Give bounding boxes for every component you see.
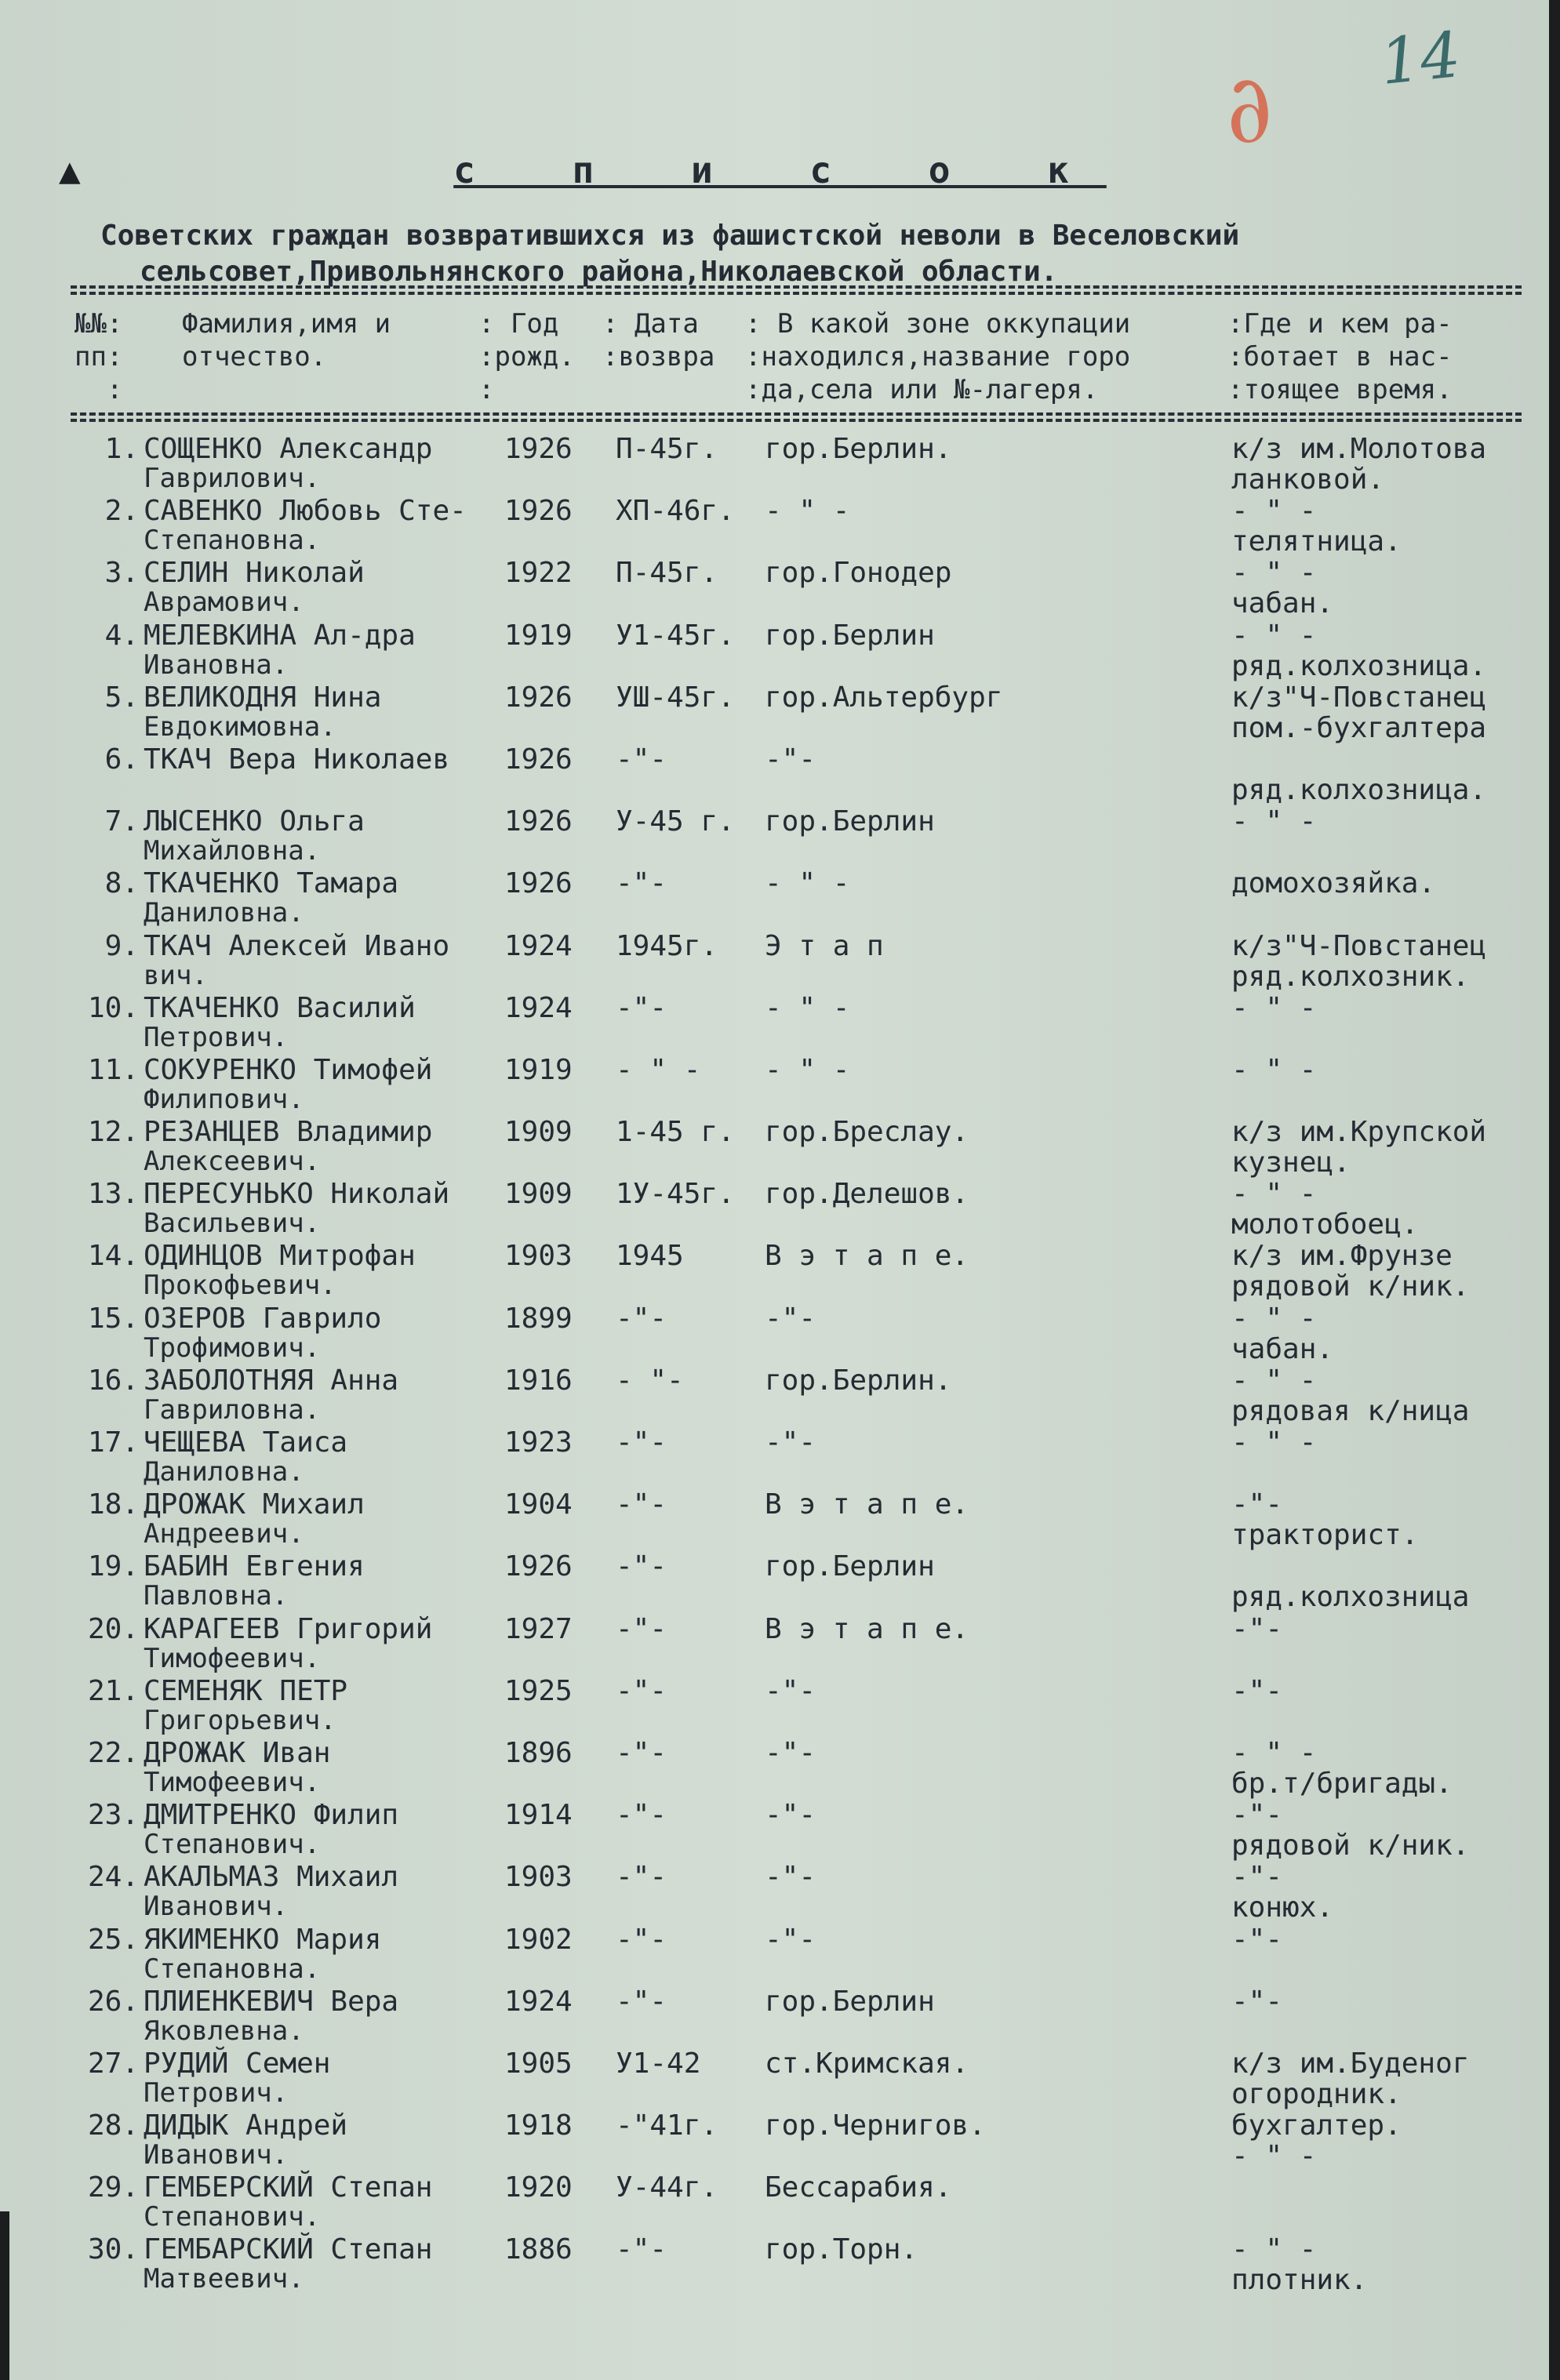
header-rule-top-2 xyxy=(71,292,1522,295)
row-return-date: -"- xyxy=(616,1302,667,1335)
row-occupation-place: гор.Берлин xyxy=(765,619,935,652)
citizens-list xyxy=(75,433,1549,2296)
row-name: ЯКИМЕНКО Мария xyxy=(144,1923,382,1956)
row-patronymic: Михайловна. xyxy=(144,835,321,867)
row-birth-year: 1899 xyxy=(504,1302,573,1335)
row-number: 2. xyxy=(104,495,139,528)
list-row xyxy=(75,1116,1549,1178)
row-patronymic: Иванович. xyxy=(144,1891,289,1923)
row-name: ТКАЧЕНКО Василий xyxy=(144,991,416,1024)
row-occupation-place: -"- xyxy=(765,743,816,776)
list-row xyxy=(75,992,1549,1054)
row-occupation-place: -"- xyxy=(765,1736,816,1769)
row-return-date: У1-45г. xyxy=(616,619,735,652)
row-number: 25. xyxy=(87,1923,139,1956)
row-name: ДРОЖАК Михаил xyxy=(144,1488,365,1521)
row-occupation-place: - " - xyxy=(765,991,850,1024)
row-birth-year: 1922 xyxy=(504,557,573,590)
list-row xyxy=(75,1364,1549,1426)
row-return-date: -"- xyxy=(616,1985,667,2018)
list-row xyxy=(75,1613,1549,1675)
row-work: -"- xyxy=(1231,1674,1283,1707)
row-birth-year: 1920 xyxy=(504,2171,573,2204)
row-work: -"- xyxy=(1231,1985,1283,2018)
row-patronymic: Трофимович. xyxy=(144,1332,321,1364)
row-work-detail: ряд.колхозница xyxy=(1231,1581,1470,1614)
row-return-date: -"- xyxy=(616,1736,667,1769)
row-birth-year: 1903 xyxy=(504,1861,573,1894)
row-work-detail: тракторист. xyxy=(1231,1519,1419,1552)
row-patronymic: Васильевич. xyxy=(144,1208,321,1240)
row-name: СОЩЕНКО Александр xyxy=(144,433,433,465)
list-row xyxy=(75,2048,1549,2109)
row-occupation-place: -"- xyxy=(765,1799,816,1832)
row-work-detail: бр.т/бригады. xyxy=(1231,1767,1453,1800)
row-return-date: ХП-46г. xyxy=(616,495,735,528)
row-patronymic: Степановна. xyxy=(144,525,321,557)
row-work: домохозяйка. xyxy=(1231,867,1436,900)
list-row xyxy=(75,1240,1549,1302)
row-birth-year: 1902 xyxy=(504,1923,573,1956)
row-birth-year: 1925 xyxy=(504,1674,573,1707)
red-pencil-mark: ∂ xyxy=(1213,51,1283,168)
list-row xyxy=(75,433,1549,495)
row-work: - " - xyxy=(1231,2233,1317,2266)
list-row xyxy=(75,1426,1549,1488)
row-name: ЧЕЩЕВА Таиса xyxy=(144,1426,348,1459)
row-return-date: -"- xyxy=(616,1674,667,1707)
row-name: БАБИН Евгения xyxy=(144,1550,365,1583)
list-row xyxy=(75,743,1549,805)
row-number: 7. xyxy=(104,805,139,838)
row-occupation-place: гор.Альтербург xyxy=(765,681,1003,714)
row-patronymic: Ивановна. xyxy=(144,649,289,681)
row-birth-year: 1926 xyxy=(504,433,573,465)
row-patronymic: Даниловна. xyxy=(144,1456,304,1488)
row-occupation-place: -"- xyxy=(765,1426,816,1459)
row-patronymic: Яковлевна. xyxy=(144,2015,304,2047)
row-work: - " - xyxy=(1231,1053,1317,1086)
row-occupation-place: гор.Торн. xyxy=(765,2233,918,2266)
row-birth-year: 1914 xyxy=(504,1799,573,1832)
row-return-date: 1945 xyxy=(616,1240,684,1273)
row-birth-year: 1927 xyxy=(504,1612,573,1645)
row-occupation-place: В э т а п е. xyxy=(765,1240,969,1273)
row-work: к/з"Ч-Повстанец xyxy=(1231,681,1487,714)
row-name: САВЕНКО Любовь Сте- xyxy=(144,495,467,528)
row-return-date: -"- xyxy=(616,1612,667,1645)
row-name: СОКУРЕНКО Тимофей xyxy=(144,1053,433,1086)
row-work: - " - xyxy=(1231,1302,1317,1335)
row-number: 27. xyxy=(87,2047,139,2080)
row-number: 6. xyxy=(104,743,139,776)
row-name: ТКАЧ Алексей Ивано xyxy=(144,929,450,962)
row-work-detail: пом.-бухгалтера xyxy=(1231,711,1487,744)
row-occupation-place: -"- xyxy=(765,1302,816,1335)
row-work: -"- xyxy=(1231,1612,1283,1645)
row-work-detail: - " - xyxy=(1231,2140,1317,2173)
row-name: СЕМЕНЯК ПЕТР xyxy=(144,1674,348,1707)
row-number: 20. xyxy=(87,1612,139,1645)
row-occupation-place: - " - xyxy=(765,495,850,528)
row-birth-year: 1919 xyxy=(504,1053,573,1086)
row-work-detail: рядовой к/ник. xyxy=(1231,1270,1470,1303)
row-patronymic: Тимофеевич. xyxy=(144,1766,321,1798)
row-occupation-place: гор.Берлин xyxy=(765,805,935,838)
row-work-detail: кузнец. xyxy=(1231,1146,1351,1179)
row-occupation-place: Э т а п xyxy=(765,929,884,962)
row-birth-year: 1926 xyxy=(504,805,573,838)
list-row xyxy=(75,2233,1549,2295)
row-number: 24. xyxy=(87,1861,139,1894)
row-return-date: -"- xyxy=(616,2233,667,2266)
row-name: ПЕРЕСУНЬКО Николай xyxy=(144,1178,450,1211)
row-birth-year: 1896 xyxy=(504,1736,573,1769)
list-row xyxy=(75,557,1549,619)
row-work-detail: рядовая к/ница xyxy=(1231,1394,1470,1427)
row-patronymic: Андреевич. xyxy=(144,1518,304,1550)
row-work: -"- xyxy=(1231,1861,1283,1894)
row-birth-year: 1918 xyxy=(504,2109,573,2142)
row-birth-year: 1926 xyxy=(504,681,573,714)
header-place: : В какой зоне оккупации :находился,название горо :да,села или №-лагеря. xyxy=(745,308,1131,405)
row-return-date: -"- xyxy=(616,867,667,900)
row-occupation-place: Бессарабия. xyxy=(765,2171,952,2204)
row-number: 30. xyxy=(87,2233,139,2266)
list-row xyxy=(75,681,1549,743)
row-number: 16. xyxy=(87,1364,139,1397)
row-return-date: УШ-45г. xyxy=(616,681,735,714)
row-occupation-place: гор.Чернигов. xyxy=(765,2109,986,2142)
row-work: - " - xyxy=(1231,1426,1317,1459)
row-birth-year: 1905 xyxy=(504,2047,573,2080)
row-name: ТКАЧ Вера Николаев xyxy=(144,743,450,776)
row-name: ДИДЫК Андрей xyxy=(144,2109,348,2142)
row-work: -"- xyxy=(1231,1923,1283,1956)
row-return-date: 1945г. xyxy=(616,929,718,962)
row-return-date: -"- xyxy=(616,1923,667,1956)
row-number: 12. xyxy=(87,1116,139,1149)
row-number: 15. xyxy=(87,1302,139,1335)
row-work: - " - xyxy=(1231,619,1317,652)
row-birth-year: 1924 xyxy=(504,991,573,1024)
row-name: РУДИЙ Семен xyxy=(144,2047,331,2080)
row-return-date: 1-45 г. xyxy=(616,1116,735,1149)
row-occupation-place: - " - xyxy=(765,1053,850,1086)
row-patronymic: Прокофьевич. xyxy=(144,1270,336,1302)
row-work-detail: огородник. xyxy=(1231,2077,1402,2110)
row-number: 13. xyxy=(87,1178,139,1211)
row-occupation-place: гор.Берлин. xyxy=(765,433,952,465)
row-number: 23. xyxy=(87,1799,139,1832)
list-row xyxy=(75,867,1549,929)
row-work: - " - xyxy=(1231,805,1317,838)
row-name: ПЛИЕНКЕВИЧ Вера xyxy=(144,1985,399,2018)
row-occupation-place: гор.Берлин xyxy=(765,1550,935,1583)
row-birth-year: 1909 xyxy=(504,1116,573,1149)
list-row xyxy=(75,930,1549,992)
subtitle-line-1: Советских граждан возвратившихся из фашистской неволи в Веселовский xyxy=(100,220,1240,252)
row-occupation-place: -"- xyxy=(765,1861,816,1894)
header-num: №№: пп: : xyxy=(75,308,123,405)
row-occupation-place: гор.Делешов. xyxy=(765,1178,969,1211)
list-row xyxy=(75,1550,1549,1612)
row-work: к/з им.Буденог xyxy=(1231,2047,1470,2080)
row-work: - " - xyxy=(1231,1364,1317,1397)
list-row xyxy=(75,1054,1549,1116)
row-work-detail: ряд.колхозница. xyxy=(1231,773,1487,806)
row-patronymic: Алексеевич. xyxy=(144,1146,321,1178)
row-occupation-place: гор.Берлин. xyxy=(765,1364,952,1397)
list-row xyxy=(75,805,1549,867)
row-work-detail: молотобоец. xyxy=(1231,1208,1419,1241)
row-return-date: - "- xyxy=(616,1364,684,1397)
row-return-date: -"- xyxy=(616,991,667,1024)
row-return-date: -"- xyxy=(616,1861,667,1894)
list-row xyxy=(75,1861,1549,1923)
row-patronymic: Евдокимовна. xyxy=(144,710,336,743)
row-return-date: -"- xyxy=(616,743,667,776)
row-name: ОДИНЦОВ Митрофан xyxy=(144,1240,416,1273)
row-patronymic: Иванович. xyxy=(144,2139,289,2171)
row-work: - " - xyxy=(1231,991,1317,1024)
list-row xyxy=(75,1675,1549,1737)
row-number: 21. xyxy=(87,1674,139,1707)
row-occupation-place: -"- xyxy=(765,1674,816,1707)
row-patronymic: Петрович. xyxy=(144,1021,289,1053)
row-name: МЕЛЕВКИНА Ал-дра xyxy=(144,619,416,652)
row-number: 17. xyxy=(87,1426,139,1459)
row-occupation-place: В э т а п е. xyxy=(765,1612,969,1645)
row-number: 18. xyxy=(87,1488,139,1521)
row-work-detail: конюх. xyxy=(1231,1891,1334,1924)
row-number: 28. xyxy=(87,2109,139,2142)
row-work-detail: рядовой к/ник. xyxy=(1231,1830,1470,1862)
row-birth-year: 1926 xyxy=(504,1550,573,1583)
row-work: к/з"Ч-Повстанец xyxy=(1231,929,1487,962)
row-birth-year: 1919 xyxy=(504,619,573,652)
row-work: - " - xyxy=(1231,495,1317,528)
row-name: ГЕМБАРСКИЙ Степан xyxy=(144,2233,433,2266)
header-rule-top xyxy=(71,285,1522,289)
row-work: к/з им.Крупской xyxy=(1231,1116,1487,1149)
list-row xyxy=(75,1178,1549,1240)
row-work-detail: ланковой. xyxy=(1231,463,1385,496)
header-year: : Год :рожд. : xyxy=(478,308,575,405)
row-patronymic: Аврамович. xyxy=(144,587,304,619)
row-occupation-place: гор.Гонодер xyxy=(765,557,952,590)
row-name: РЕЗАНЦЕВ Владимир xyxy=(144,1116,433,1149)
header-work: :Где и кем ра- :ботает в нас- :тоящее время. xyxy=(1227,308,1453,405)
row-work-detail: ряд.колхозница. xyxy=(1231,649,1487,682)
row-return-date: У-44г. xyxy=(616,2171,718,2204)
row-patronymic: Гавриловна. xyxy=(144,1393,321,1426)
row-number: 26. xyxy=(87,1985,139,2018)
row-work: - " - xyxy=(1231,557,1317,590)
list-row xyxy=(75,495,1549,557)
margin-mark-icon: ▲ xyxy=(59,149,81,191)
list-row xyxy=(75,1488,1549,1550)
row-birth-year: 1916 xyxy=(504,1364,573,1397)
row-patronymic: Филипович. xyxy=(144,1083,304,1115)
row-name: ДМИТРЕНКО Филип xyxy=(144,1799,399,1832)
row-work-detail: телятница. xyxy=(1231,525,1402,558)
row-number: 8. xyxy=(104,867,139,900)
list-row xyxy=(75,2171,1549,2233)
row-birth-year: 1903 xyxy=(504,1240,573,1273)
row-name: ОЗЕРОВ Гаврило xyxy=(144,1302,382,1335)
row-number: 11. xyxy=(87,1053,139,1086)
row-number: 4. xyxy=(104,619,139,652)
row-number: 10. xyxy=(87,991,139,1024)
list-row xyxy=(75,620,1549,681)
list-row xyxy=(75,1737,1549,1799)
row-return-date: -"- xyxy=(616,1488,667,1521)
row-work: к/з им.Фрунзе xyxy=(1231,1240,1453,1273)
list-row xyxy=(75,1924,1549,1986)
row-return-date: -"- xyxy=(616,1550,667,1583)
row-return-date: 1У-45г. xyxy=(616,1178,735,1211)
list-row xyxy=(75,2109,1549,2171)
row-work-detail: плотник. xyxy=(1231,2264,1368,2297)
row-occupation-place: -"- xyxy=(765,1923,816,1956)
row-return-date: П-45г. xyxy=(616,557,718,590)
row-birth-year: 1909 xyxy=(504,1178,573,1211)
row-return-date: -"- xyxy=(616,1799,667,1832)
page-number: 14 xyxy=(1376,17,1464,100)
row-work: - " - xyxy=(1231,1178,1317,1211)
row-return-date: -"- xyxy=(616,1426,667,1459)
row-number: 9. xyxy=(104,929,139,962)
row-return-date: - " - xyxy=(616,1053,701,1086)
header-rule-bottom-2 xyxy=(71,419,1522,422)
row-name: СЕЛИН Николай xyxy=(144,557,365,590)
row-name: АКАЛЬМАЗ Михаил xyxy=(144,1861,399,1894)
row-patronymic: Петрович. xyxy=(144,2077,289,2109)
row-name: ГЕМБЕРСКИЙ Степан xyxy=(144,2171,433,2204)
row-number: 19. xyxy=(87,1550,139,1583)
row-return-date: У1-42 xyxy=(616,2047,701,2080)
list-row xyxy=(75,1986,1549,2048)
row-patronymic: Павловна. xyxy=(144,1580,289,1612)
document-title: с п и с о к xyxy=(453,149,1107,191)
row-work: к/з им.Молотова xyxy=(1231,433,1487,465)
scan-edge-left xyxy=(0,2211,9,2380)
row-number: 14. xyxy=(87,1240,139,1273)
row-number: 22. xyxy=(87,1736,139,1769)
row-number: 5. xyxy=(104,681,139,714)
row-name: ТКАЧЕНКО Тамара xyxy=(144,867,399,900)
row-return-date: -"41г. xyxy=(616,2109,718,2142)
row-work-detail: ряд.колхозник. xyxy=(1231,960,1470,993)
row-birth-year: 1886 xyxy=(504,2233,573,2266)
row-return-date: П-45г. xyxy=(616,433,718,465)
row-patronymic: Григорьевич. xyxy=(144,1704,336,1736)
row-patronymic: Тимофеевич. xyxy=(144,1642,321,1674)
row-work-detail: чабан. xyxy=(1231,1332,1334,1365)
row-name: ВЕЛИКОДНЯ Нина xyxy=(144,681,382,714)
list-row xyxy=(75,1799,1549,1861)
row-birth-year: 1926 xyxy=(504,495,573,528)
row-patronymic: Даниловна. xyxy=(144,897,304,929)
row-patronymic: Гаврилович. xyxy=(144,463,321,494)
header-rule-bottom xyxy=(71,412,1522,416)
row-occupation-place: В э т а п е. xyxy=(765,1488,969,1521)
row-name: ДРОЖАК Иван xyxy=(144,1736,331,1769)
row-patronymic: вич. xyxy=(144,959,208,991)
scan-edge-right xyxy=(1549,0,1560,2380)
list-row xyxy=(75,1303,1549,1364)
row-work: -"- xyxy=(1231,1488,1283,1521)
row-work-detail: чабан. xyxy=(1231,587,1334,620)
row-number: 3. xyxy=(104,557,139,590)
row-birth-year: 1904 xyxy=(504,1488,573,1521)
document-subtitle xyxy=(100,218,1481,290)
row-birth-year: 1924 xyxy=(504,1985,573,2018)
row-occupation-place: гор.Бреслау. xyxy=(765,1116,969,1149)
row-occupation-place: - " - xyxy=(765,867,850,900)
row-work: - " - xyxy=(1231,1736,1317,1769)
subtitle-line-2: сельсовет,Привольнянского района,Николаевской области. xyxy=(140,256,1058,288)
header-date: : Дата :возвра xyxy=(602,308,715,372)
row-number: 1. xyxy=(104,433,139,465)
row-name: ЗАБОЛОТНЯЯ Анна xyxy=(144,1364,399,1397)
row-return-date: У-45 г. xyxy=(616,805,735,838)
row-birth-year: 1924 xyxy=(504,929,573,962)
row-work: бухгалтер. xyxy=(1231,2109,1402,2142)
row-occupation-place: ст.Кримская. xyxy=(765,2047,969,2080)
row-patronymic: Матвеевич. xyxy=(144,2263,304,2295)
row-birth-year: 1923 xyxy=(504,1426,573,1459)
header-name: Фамилия,имя и отчество. xyxy=(182,308,391,372)
row-birth-year: 1926 xyxy=(504,867,573,900)
row-name: ЛЫСЕНКО Ольга xyxy=(144,805,365,838)
row-birth-year: 1926 xyxy=(504,743,573,776)
row-occupation-place: гор.Берлин xyxy=(765,1985,935,2018)
row-patronymic: Степанович. xyxy=(144,1829,321,1861)
row-work: -"- xyxy=(1231,1799,1283,1832)
row-number: 29. xyxy=(87,2171,139,2204)
row-patronymic: Степановна. xyxy=(144,1953,321,1985)
row-patronymic: Степанович. xyxy=(144,2201,321,2233)
row-name: КАРАГЕЕВ Григорий xyxy=(144,1612,433,1645)
